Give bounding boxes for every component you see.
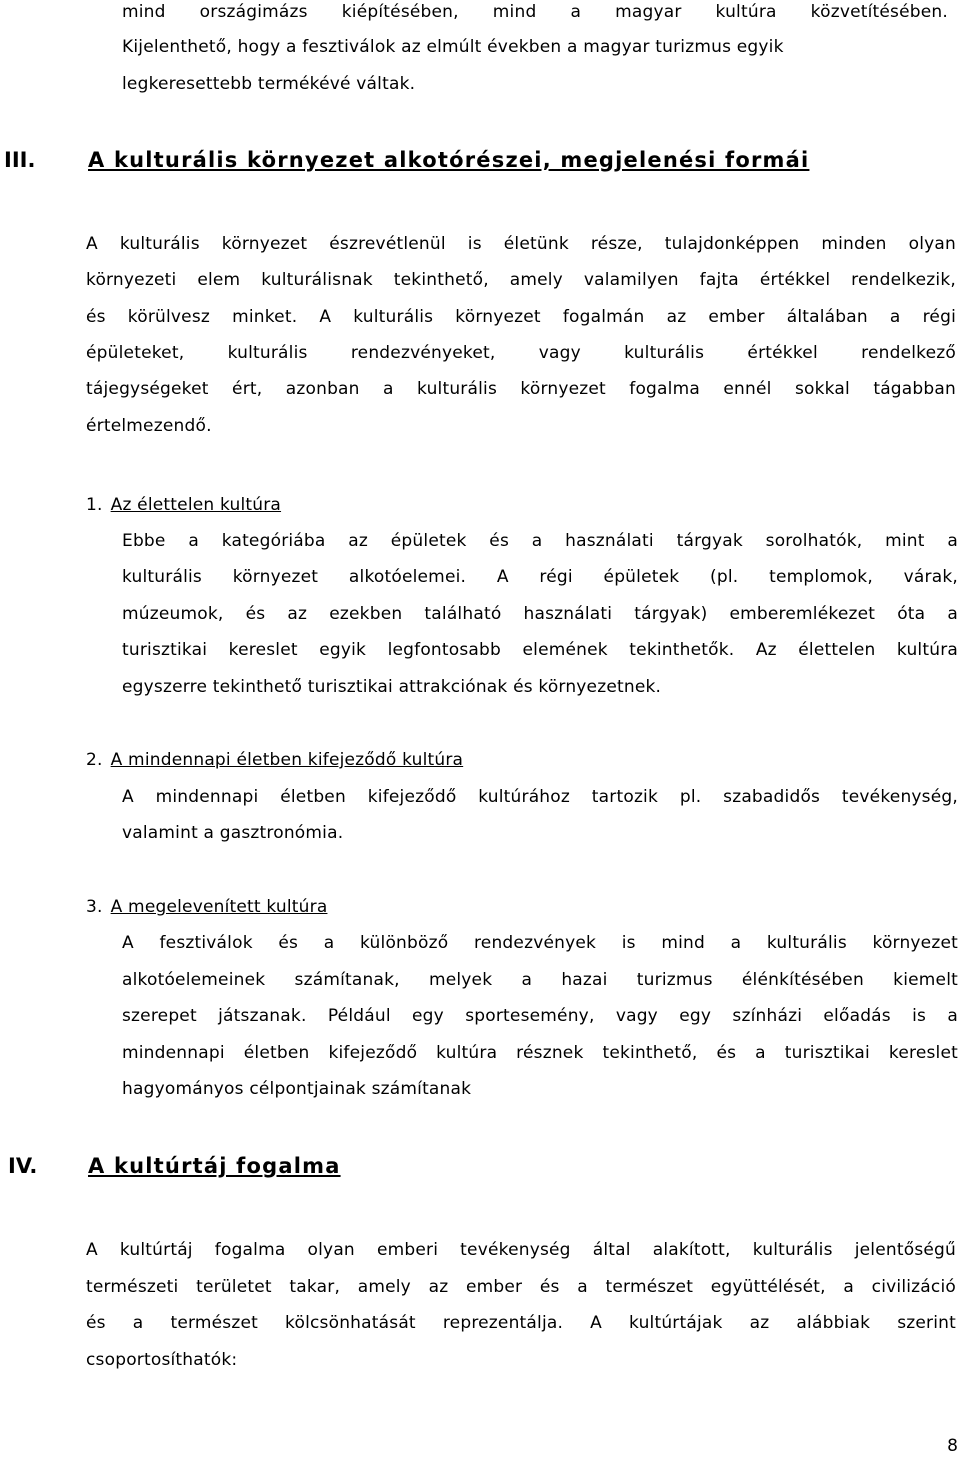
list-item-line: valamint a gasztronómia. [122, 823, 344, 843]
list-item-line: egyszerre tekinthető turisztikai attrakciónak és környezetnek. [122, 677, 662, 697]
paragraph-line-3: és körülvesz minket. A kulturális környezet fogalmán az ember általában a régi [86, 307, 956, 327]
list-item-number: 2. [86, 750, 103, 770]
paragraph-line-1: A kulturális környezet észrevétlenül is életünk része, tulajdonképpen minden olyan [86, 234, 956, 254]
intro-line-3: legkeresettebb termékévé váltak. [122, 74, 416, 94]
list-item-line: A mindennapi életben kifejeződő kultúrához tartozik pl. szabadidős tevékenység, [122, 787, 958, 807]
page-number: 8 [947, 1436, 958, 1456]
paragraph-line-2: környezeti elem kulturálisnak tekinthető, amely valamilyen fajta értékkel rendelkezik, [86, 270, 956, 290]
list-item-number: 1. [86, 495, 103, 515]
list-item-line: szerepet játszanak. Például egy sportesemény, vagy egy színházi előadás is a [122, 1006, 958, 1026]
list-item-heading [86, 493, 281, 517]
paragraph-line-5: tájegységeket ért, azonban a kulturális környezet fogalma ennél sokkal tágabban [86, 379, 956, 399]
paragraph-line-3: és a természet kölcsönhatását reprezentálja. A kultúrtájak az alábbiak szerint [86, 1313, 956, 1333]
list-item-line: turisztikai kereslet egyik legfontosabb elemének tekinthetők. Az élettelen kultúra [122, 640, 958, 660]
list-item-number: 3. [86, 897, 103, 917]
section-title: A kultúrtáj fogalma [88, 1154, 341, 1178]
paragraph-line-4: épületeket, kulturális rendezvényeket, vagy kulturális értékkel rendelkező [86, 343, 956, 363]
list-item-line: A fesztiválok és a különböző rendezvények is mind a kulturális környezet [122, 933, 958, 953]
list-item-line: hagyományos célpontjainak számítanak [122, 1079, 472, 1099]
paragraph-line-2: természeti területet takar, amely az ember és a természet együttélését, a civilizáció [86, 1277, 956, 1297]
list-item-line: alkotóelemeinek számítanak, melyek a hazai turizmus élénkítésében kiemelt [122, 970, 958, 990]
paragraph-line-6: értelmezendő. [86, 416, 212, 436]
list-item-title: Az élettelen kultúra [110, 495, 282, 515]
section-number: IV. [8, 1154, 38, 1178]
list-item-heading [86, 895, 327, 919]
list-item-title: A megelevenített kultúra [110, 897, 328, 917]
list-item-line: mindennapi életben kifejeződő kultúra résznek tekinthető, és a turisztikai kereslet [122, 1043, 958, 1063]
paragraph-line-1: A kultúrtáj fogalma olyan emberi tevékenység által alakított, kulturális jelentőségű [86, 1240, 956, 1260]
section-title: A kulturális környezet alkotórészei, megjelenési formái [88, 148, 810, 172]
list-item-line: kulturális környezet alkotóelemei. A régi épületek (pl. templomok, várak, [122, 567, 958, 587]
intro-line-1: mind országimázs kiépítésében, mind a magyar kultúra közvetítésében. [122, 2, 948, 22]
list-item-line: múzeumok, és az ezekben található használati tárgyak) emberemlékezet óta a [122, 604, 958, 624]
list-item-line: Ebbe a kategóriába az épületek és a használati tárgyak sorolhatók, mint a [122, 531, 958, 551]
section-number: III. [4, 148, 36, 172]
list-item-title: A mindennapi életben kifejeződő kultúra [110, 750, 464, 770]
intro-line-2: Kijelenthető, hogy a fesztiválok az elmúlt években a magyar turizmus egyik [122, 37, 784, 57]
section-heading-iv [8, 1152, 608, 1180]
paragraph-line-4: csoportosíthatók: [86, 1350, 238, 1370]
section-heading-iii [4, 146, 904, 174]
list-item-heading [86, 748, 463, 772]
